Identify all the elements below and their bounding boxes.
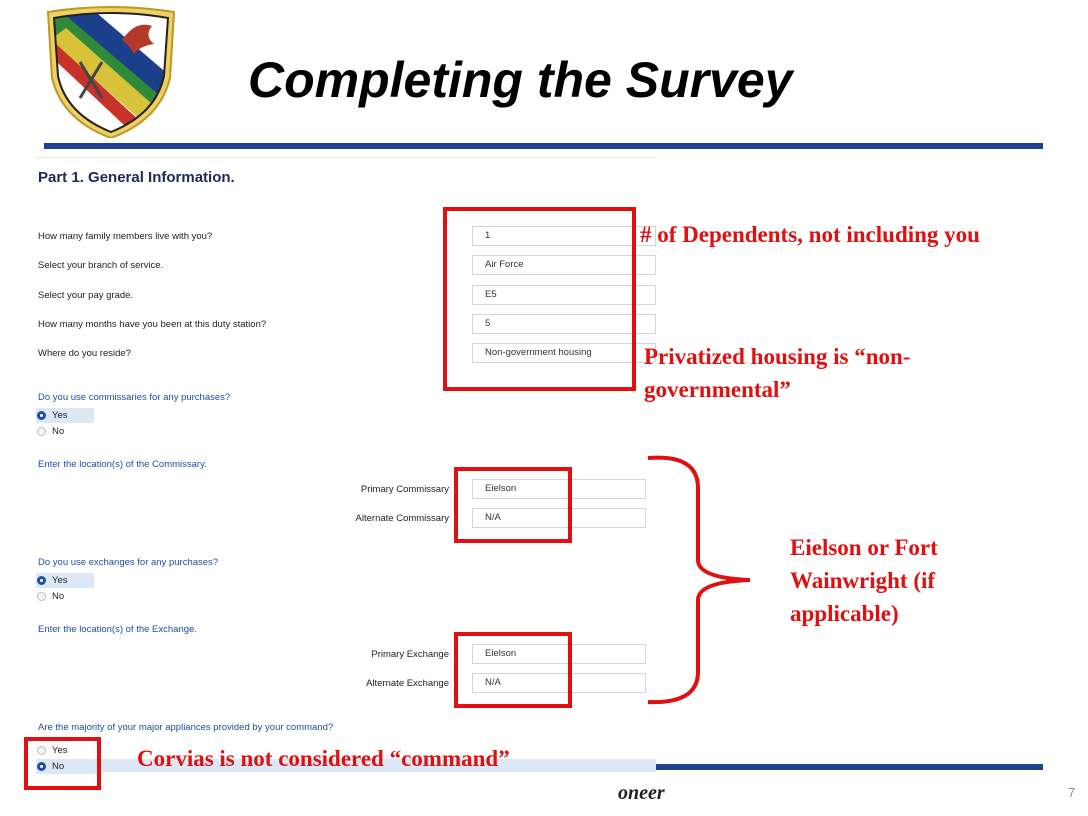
- pay-grade-field[interactable]: E5: [472, 285, 656, 305]
- housing-note-line2: governmental”: [644, 377, 791, 402]
- location-note-line2: Wainwright (if: [790, 568, 936, 593]
- exchange-yes-option[interactable]: Yes: [36, 573, 94, 588]
- branch-field[interactable]: Air Force: [472, 255, 656, 275]
- alternate-exchange-field[interactable]: N/A: [472, 673, 646, 693]
- commissary-yes-option[interactable]: Yes: [36, 408, 94, 423]
- radio-selected-icon: [37, 576, 46, 585]
- months-field[interactable]: 5: [472, 314, 656, 334]
- residence-field[interactable]: Non-government housing: [472, 343, 656, 363]
- question-exchange: Do you use exchanges for any purchases?: [38, 557, 219, 568]
- primary-exchange-field[interactable]: Eielson: [472, 644, 646, 664]
- exchange-location-prompt: Enter the location(s) of the Exchange.: [38, 624, 197, 635]
- question-appliances: Are the majority of your major appliances provided by your command?: [38, 722, 334, 733]
- part-heading: Part 1. General Information.: [38, 169, 235, 186]
- header-divider: [44, 143, 1043, 149]
- question-family-members: How many family members live with you?: [38, 231, 213, 242]
- radio-unselected-icon: [37, 427, 46, 436]
- alternate-commissary-field[interactable]: N/A: [472, 508, 646, 528]
- slide-title: Completing the Survey: [248, 52, 793, 108]
- family-members-field[interactable]: 1: [472, 226, 656, 246]
- question-months: How many months have you been at this duty station?: [38, 319, 267, 330]
- curly-brace-icon: [640, 452, 760, 708]
- command-note: Corvias is not considered “command”: [137, 746, 510, 771]
- location-note-line3: applicable): [790, 601, 899, 626]
- dependents-note: # of Dependents, not including you: [640, 222, 980, 247]
- question-branch: Select your branch of service.: [38, 260, 164, 271]
- exchange-no-option[interactable]: No: [36, 589, 94, 604]
- appliances-no-option[interactable]: No: [36, 759, 102, 774]
- commissary-no-option[interactable]: No: [36, 424, 94, 439]
- footer-divider: [656, 764, 1043, 770]
- form-top-border: [36, 157, 656, 158]
- commissary-highlight-box: [454, 467, 572, 543]
- page-number: 7: [1068, 785, 1076, 800]
- appliances-highlight-box: [24, 737, 101, 790]
- primary-commissary-field[interactable]: Eielson: [472, 479, 646, 499]
- valor-in-combat-logo: [44, 6, 178, 138]
- exchange-highlight-box: [454, 632, 572, 708]
- commissary-location-prompt: Enter the location(s) of the Commissary.: [38, 459, 207, 470]
- footer-text: oneer: [618, 782, 665, 804]
- housing-note-line1: Privatized housing is “non-: [644, 344, 911, 369]
- radio-unselected-icon: [37, 592, 46, 601]
- appliances-yes-option[interactable]: Yes: [36, 743, 94, 758]
- question-commissary: Do you use commissaries for any purchases?: [38, 392, 231, 403]
- radio-selected-icon: [37, 411, 46, 420]
- question-residence: Where do you reside?: [38, 348, 131, 359]
- alternate-exchange-label: Alternate Exchange: [366, 678, 449, 689]
- question-pay-grade: Select your pay grade.: [38, 290, 134, 301]
- location-note-line1: Eielson or Fort: [790, 535, 938, 560]
- general-info-highlight-box: [443, 207, 636, 391]
- alternate-commissary-label: Alternate Commissary: [355, 513, 449, 524]
- primary-commissary-label: Primary Commissary: [360, 484, 449, 495]
- primary-exchange-label: Primary Exchange: [371, 649, 449, 660]
